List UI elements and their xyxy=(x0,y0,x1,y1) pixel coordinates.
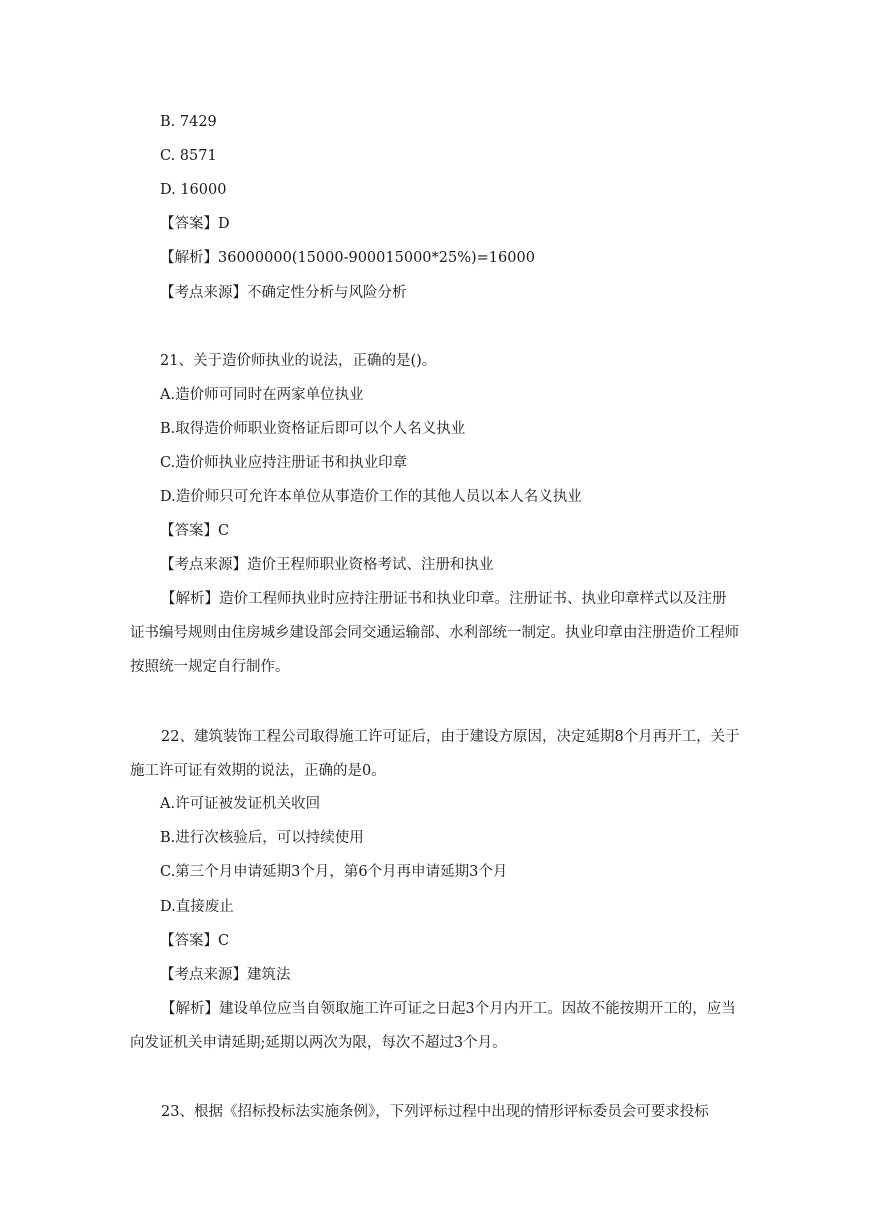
q21-option-b: B.取得造价师职业资格证后即可以个人名义执业 xyxy=(160,421,466,437)
q21-option-a: A.造价师可同时在两家单位执业 xyxy=(160,387,364,403)
q20-option-d: D. 16000 xyxy=(160,182,227,198)
q22-analysis: 【解析】建设单位应当自领取施工许可证之日起3个月内开工。因故不能按期开工的，应当向发证机关申请延期;延期以两次为限，每次不超过3个月。 xyxy=(130,1001,736,1051)
q20-analysis: 【解析】36000000(15000-900015000*25%)=16000 xyxy=(160,250,535,266)
q21-option-c: C.造价师执业应持注册证书和执业印章 xyxy=(160,455,408,471)
q20-answer: 【答案】D xyxy=(160,216,230,232)
q22-option-d: D.直接废止 xyxy=(160,899,234,915)
q21-source: 【考点来源】造价王程师职业资格考试、注册和执业 xyxy=(160,557,494,573)
q22-option-a: A.许可证被发证机关收回 xyxy=(160,796,321,812)
q21-question: 21、关于造价师执业的说法，正确的是()。 xyxy=(160,353,437,369)
q22-source: 【考点来源】建筑法 xyxy=(160,967,291,983)
q22-answer: 【答案】C xyxy=(160,933,230,949)
q21-option-d: D.造价师只可允许本单位从事造价工作的其他人员以本人名义执业 xyxy=(160,489,582,505)
q21-analysis: 【解析】造价工程师执业时应持注册证书和执业印章。注册证书、执业印章样式以及注册证书编号规则由住房城乡建设部会同交通运输部、水利部统一制定。执业印章由注册造价工程师按照统一规定自行制作。 xyxy=(130,591,739,675)
q22-question: 22、建筑装饰工程公司取得施工许可证后，由于建设方原因，决定延期8个月再开工，关于施工许可证有效期的说法，正确的是0。 xyxy=(130,729,740,779)
q20-option-b: B. 7429 xyxy=(160,114,217,130)
q20-option-c: C. 8571 xyxy=(160,148,217,164)
q22-option-c: C.第三个月申请延期3个月，第6个月再申请延期3个月 xyxy=(160,864,508,880)
q20-source: 【考点来源】不确定性分析与风险分析 xyxy=(160,285,407,301)
q23-question: 23、根据《招标投标法实施条例》，下列评标过程中出现的情形评标委员会可要求投标 xyxy=(161,1104,709,1120)
q22-option-b: B.进行次核验后，可以持续使用 xyxy=(160,830,364,846)
q21-answer: 【答案】C xyxy=(160,523,230,539)
